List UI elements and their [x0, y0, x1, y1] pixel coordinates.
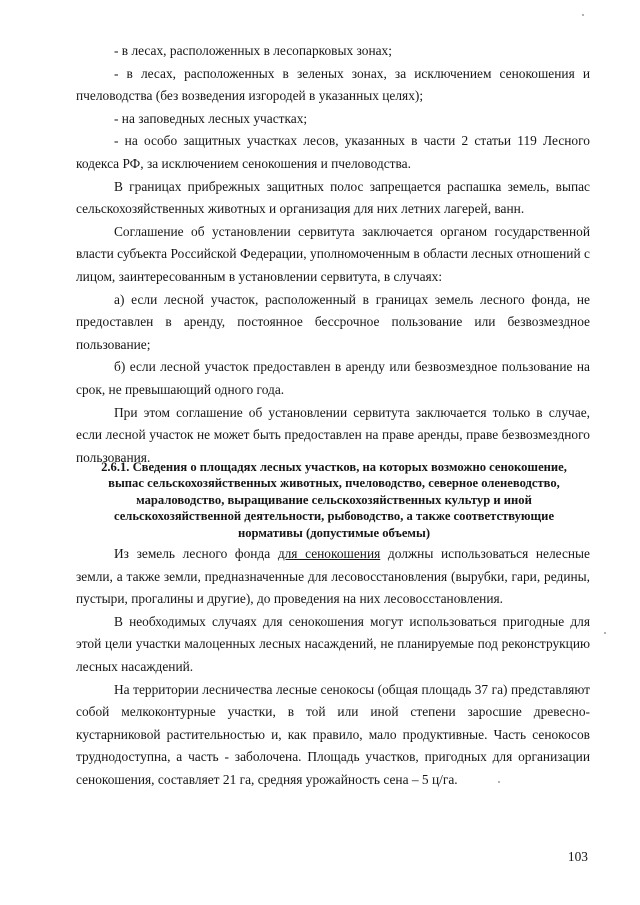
underlined-phrase: для сенокошения	[277, 546, 381, 561]
scan-speck	[604, 632, 606, 634]
paragraph: - в лесах, расположенных в лесопарковых зонах;	[114, 43, 392, 58]
paragraph: Соглашение об установлении сервитута заключается органом государственной власти субъекта Российской Федерации, уполномоченным в области лесных отношений с лицом, заинтересованным в установлении сервитута, в случаях:	[76, 223, 590, 284]
paragraph: На территории лесничества лесные сенокосы (общая площадь 37 га) представляют собой мелкоконтурные участки, в той или иной степени заросшие древесно-кустарниковой растительностью и, как правило, мало продуктивные. Часть сенокосов труднодоступна, а часть - заболочена. Площадь участков, пригодных для организации сенокошения, составляет 21 га, средняя урожайность сена – 5 ц/га.	[76, 681, 590, 787]
paragraph: - на особо защитных участках лесов, указанных в части 2 статьи 119 Лесного кодекса РФ, за исключением сенокошения и пчеловодства.	[76, 133, 590, 171]
paragraph: В границах прибрежных защитных полос запрещается распашка земель, выпас сельскохозяйственных животных и организация для них летних лагерей, ванн.	[76, 178, 590, 217]
paragraph: а) если лесной участок, расположенный в границах земель лесного фонда, не предоставлен в аренду, постоянное бессрочное пользование или безвозмездное пользование;	[76, 291, 590, 352]
paragraph-hay-end: должны использоваться нелесные земли, а также земли, предназначенные для лесовосстановления (вырубки, гари, редины, пустыри, прогалины и другие), до проведения на них лесовосстановления.	[76, 546, 590, 607]
body-text-bottom	[76, 543, 590, 792]
scan-speck	[582, 14, 584, 16]
scan-speck	[498, 781, 500, 783]
paragraph: - в лесах, расположенных в зеленых зонах, за исключением сенокошения и пчеловодства (без возведения изгородей в указанных целях);	[76, 65, 590, 104]
body-text-top	[76, 40, 590, 469]
section-heading	[90, 459, 578, 541]
paragraph: В необходимых случаях для сенокошения могут использоваться пригодные для этой цели участки малоценных лесных насаждений, не планируемые под реконструкцию лесных насаждений.	[76, 613, 590, 674]
paragraph: б) если лесной участок предоставлен в аренду или безвозмездное пользование на срок, не превышающий одного года.	[76, 359, 590, 397]
section-heading-text: 2.6.1. Сведения о площадях лесных участков, на которых возможно сенокошение, выпас сельскохозяйственных животных, пчеловодство, северное оленеводство, мараловодство, выращивание сельскохозяйственных культур и иной сельскохозяйственной деятельности, рыбоводство, а также соответствующие нормативы (допустимые объемы)	[101, 460, 567, 540]
paragraph-hay-start: Из земель лесного фонда	[114, 546, 278, 561]
paragraph-hay	[76, 543, 590, 611]
paragraph: - на заповедных лесных участках;	[114, 110, 308, 126]
page-number: 103	[567, 849, 588, 864]
paragraph: При этом соглашение об установлении сервитута заключается только в случае, если лесной участок не может быть предоставлен на праве аренды, праве безвозмездного пользования.	[76, 404, 590, 465]
